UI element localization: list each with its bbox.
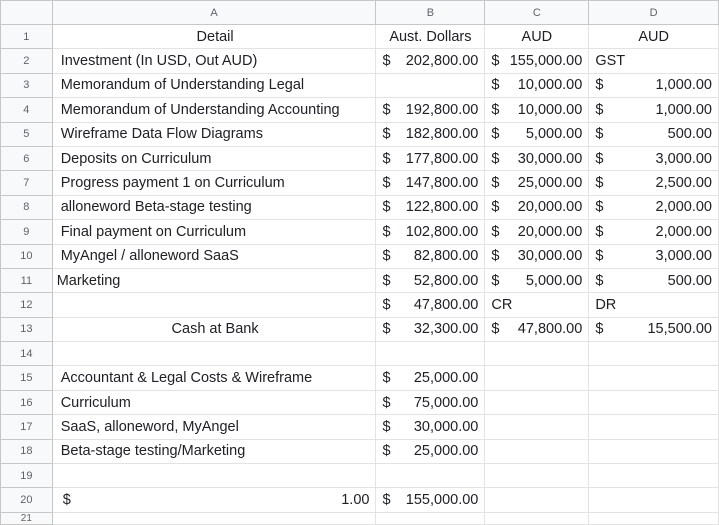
cell-b5[interactable] — [376, 122, 485, 146]
amount: 10,000.00 — [517, 101, 583, 118]
row-header-8[interactable]: 8 — [1, 195, 53, 219]
amount: 30,000.00 — [517, 248, 583, 265]
row-header-15[interactable]: 15 — [1, 366, 53, 390]
table-row — [1, 122, 719, 146]
amount: 500.00 — [667, 272, 712, 289]
table-row — [1, 439, 719, 463]
amount: 102,800.00 — [405, 223, 479, 240]
cell-b8[interactable] — [376, 195, 485, 219]
table-row — [1, 25, 719, 49]
cell-b14[interactable] — [376, 342, 485, 366]
table-row — [1, 146, 719, 170]
cell-b20[interactable] — [376, 488, 485, 512]
cell-b17[interactable] — [376, 415, 485, 439]
currency-value — [595, 175, 712, 191]
currency-value — [382, 419, 478, 435]
row-header-14[interactable]: 14 — [1, 342, 53, 366]
currency-symbol: $ — [595, 199, 604, 216]
amount: 1.00 — [341, 492, 370, 509]
amount: 1,000.00 — [655, 101, 712, 118]
amount: 2,000.00 — [655, 223, 712, 240]
amount: 147,800.00 — [405, 175, 479, 192]
cell-a14[interactable] — [52, 342, 376, 366]
amount: 155,000.00 — [405, 492, 479, 509]
cell-b10[interactable] — [376, 244, 485, 268]
amount: 20,000.00 — [517, 223, 583, 240]
amount: 30,000.00 — [413, 418, 479, 435]
currency-symbol: $ — [382, 223, 391, 240]
currency-value — [595, 102, 712, 118]
cell-d21[interactable] — [589, 512, 719, 524]
amount: 5,000.00 — [525, 126, 583, 143]
cell-b2[interactable] — [376, 49, 485, 73]
cell-d16[interactable] — [589, 390, 719, 414]
cell-b7[interactable] — [376, 171, 485, 195]
select-all-corner[interactable] — [1, 1, 53, 25]
cell-d7[interactable] — [589, 171, 719, 195]
amount: 2,000.00 — [655, 199, 712, 216]
currency-value — [491, 199, 582, 215]
currency-value — [382, 53, 478, 69]
row-header-6[interactable]: 6 — [1, 146, 53, 170]
cell-c16[interactable] — [485, 390, 589, 414]
row-header-18[interactable]: 18 — [1, 439, 53, 463]
row-header-21[interactable]: 21 — [1, 512, 53, 524]
row-header-10[interactable]: 10 — [1, 244, 53, 268]
cell-c5[interactable] — [485, 122, 589, 146]
row-header-5[interactable]: 5 — [1, 122, 53, 146]
cell-a15[interactable]: Accountant & Legal Costs & Wireframe — [52, 366, 376, 390]
cell-b9[interactable] — [376, 220, 485, 244]
cell-a3[interactable]: Memorandum of Understanding Legal — [52, 73, 376, 97]
cell-c6[interactable] — [485, 146, 589, 170]
amount: 2,500.00 — [655, 175, 712, 192]
cell-d4[interactable] — [589, 98, 719, 122]
row-header-17[interactable]: 17 — [1, 415, 53, 439]
row-header-19[interactable]: 19 — [1, 464, 53, 488]
table-row — [1, 195, 719, 219]
row-header-16[interactable]: 16 — [1, 390, 53, 414]
row-header-9[interactable]: 9 — [1, 220, 53, 244]
currency-value — [382, 321, 478, 337]
cell-c14[interactable] — [485, 342, 589, 366]
currency-value — [491, 224, 582, 240]
cell-d3[interactable] — [589, 73, 719, 97]
cell-d9[interactable] — [589, 220, 719, 244]
cell-a13[interactable]: Cash at Bank — [52, 317, 376, 341]
currency-value — [595, 321, 712, 337]
currency-symbol: $ — [382, 272, 391, 289]
currency-value — [382, 102, 478, 118]
currency-value — [595, 77, 712, 93]
cell-c4[interactable] — [485, 98, 589, 122]
currency-value — [382, 297, 478, 313]
currency-symbol: $ — [595, 101, 604, 118]
amount: 182,800.00 — [405, 126, 479, 143]
table-row — [1, 488, 719, 512]
row-header-1[interactable]: 1 — [1, 25, 53, 49]
cell-d18[interactable] — [589, 439, 719, 463]
cell-c2[interactable] — [485, 49, 589, 73]
table-row — [1, 73, 719, 97]
cell-b3[interactable] — [376, 73, 485, 97]
cell-d13[interactable] — [589, 317, 719, 341]
amount: 500.00 — [667, 126, 712, 143]
amount: 3,000.00 — [655, 150, 712, 167]
currency-symbol: $ — [595, 223, 604, 240]
cell-a18[interactable]: Beta-stage testing/Marketing — [52, 439, 376, 463]
currency-symbol: $ — [595, 272, 604, 289]
amount: 75,000.00 — [413, 394, 479, 411]
currency-symbol: $ — [491, 126, 500, 143]
amount: 5,000.00 — [525, 272, 583, 289]
cell-a6[interactable]: Deposits on Curriculum — [52, 146, 376, 170]
amount: 32,300.00 — [413, 321, 479, 338]
currency-symbol: $ — [382, 101, 391, 118]
cell-a19[interactable] — [52, 464, 376, 488]
cell-b16[interactable] — [376, 390, 485, 414]
currency-symbol: $ — [491, 175, 500, 192]
cell-b18[interactable] — [376, 439, 485, 463]
cell-c7[interactable] — [485, 171, 589, 195]
table-row — [1, 49, 719, 73]
table-row — [1, 220, 719, 244]
currency-symbol: $ — [382, 126, 391, 143]
currency-symbol: $ — [382, 370, 391, 387]
currency-value — [382, 224, 478, 240]
cell-b12[interactable] — [376, 293, 485, 317]
column-header-c[interactable]: C — [485, 1, 589, 25]
cell-a11[interactable]: Marketing — [52, 268, 376, 292]
amount: 30,000.00 — [517, 150, 583, 167]
currency-symbol: $ — [595, 77, 604, 94]
cell-c20[interactable] — [485, 488, 589, 512]
amount: 1,000.00 — [655, 77, 712, 94]
cell-d5[interactable] — [589, 122, 719, 146]
cell-d2[interactable]: GST — [589, 49, 719, 73]
amount: 25,000.00 — [413, 370, 479, 387]
row-header-13[interactable]: 13 — [1, 317, 53, 341]
cell-c11[interactable] — [485, 268, 589, 292]
cell-a20[interactable] — [52, 488, 376, 512]
cell-a9[interactable]: Final payment on Curriculum — [52, 220, 376, 244]
amount: 52,800.00 — [413, 272, 479, 289]
currency-symbol: $ — [491, 150, 500, 167]
currency-symbol: $ — [491, 53, 500, 70]
amount: 20,000.00 — [517, 199, 583, 216]
currency-symbol: $ — [382, 296, 391, 313]
currency-value — [491, 321, 582, 337]
cell-c13[interactable] — [485, 317, 589, 341]
currency-value — [382, 273, 478, 289]
cell-b15[interactable] — [376, 366, 485, 390]
currency-symbol: $ — [382, 492, 391, 509]
currency-symbol: $ — [62, 492, 71, 509]
currency-value — [382, 199, 478, 215]
table-row — [1, 293, 719, 317]
table-row — [1, 98, 719, 122]
currency-value — [491, 53, 582, 69]
currency-symbol: $ — [382, 175, 391, 192]
amount: 47,800.00 — [413, 296, 479, 313]
cell-a10[interactable]: MyAngel / alloneword SaaS — [52, 244, 376, 268]
currency-symbol: $ — [491, 272, 500, 289]
cell-c3[interactable] — [485, 73, 589, 97]
row-header-12[interactable]: 12 — [1, 293, 53, 317]
amount: 155,000.00 — [509, 53, 583, 70]
cell-d11[interactable] — [589, 268, 719, 292]
cell-d19[interactable] — [589, 464, 719, 488]
cell-d6[interactable] — [589, 146, 719, 170]
column-header-b[interactable]: B — [376, 1, 485, 25]
currency-value — [491, 273, 582, 289]
amount: 10,000.00 — [517, 77, 583, 94]
cell-a7[interactable]: Progress payment 1 on Curriculum — [52, 171, 376, 195]
currency-value — [491, 175, 582, 191]
currency-symbol: $ — [491, 223, 500, 240]
currency-value — [382, 370, 478, 386]
currency-value — [382, 443, 478, 459]
cell-c17[interactable] — [485, 415, 589, 439]
column-header-d[interactable]: D — [589, 1, 719, 25]
row-header-11[interactable]: 11 — [1, 268, 53, 292]
currency-symbol: $ — [595, 126, 604, 143]
table-row — [1, 390, 719, 414]
cell-a12[interactable] — [52, 293, 376, 317]
cell-a8[interactable]: alloneword Beta-stage testing — [52, 195, 376, 219]
cell-c10[interactable] — [485, 244, 589, 268]
cell-d15[interactable] — [589, 366, 719, 390]
amount: 15,500.00 — [647, 321, 712, 338]
amount: 3,000.00 — [655, 248, 712, 265]
cell-b21[interactable] — [376, 512, 485, 524]
row-header-2[interactable]: 2 — [1, 49, 53, 73]
currency-value — [491, 102, 582, 118]
cell-d14[interactable] — [589, 342, 719, 366]
cell-a21[interactable] — [52, 512, 376, 524]
amount: 25,000.00 — [517, 175, 583, 192]
column-header-row — [1, 1, 719, 25]
currency-symbol: $ — [491, 321, 500, 338]
cell-d12[interactable]: DR — [589, 293, 719, 317]
row-header-3[interactable]: 3 — [1, 73, 53, 97]
currency-symbol: $ — [595, 150, 604, 167]
currency-value — [491, 151, 582, 167]
currency-value — [63, 492, 370, 508]
currency-value — [595, 199, 712, 215]
currency-symbol: $ — [491, 77, 500, 94]
currency-symbol: $ — [595, 321, 604, 338]
currency-value — [491, 77, 582, 93]
currency-value — [382, 248, 478, 264]
amount: 177,800.00 — [405, 150, 479, 167]
currency-symbol: $ — [382, 199, 391, 216]
amount: 202,800.00 — [405, 53, 479, 70]
currency-value — [382, 492, 478, 508]
currency-value — [491, 126, 582, 142]
currency-symbol: $ — [491, 199, 500, 216]
currency-value — [382, 151, 478, 167]
currency-value — [595, 224, 712, 240]
cell-a2[interactable]: Investment (In USD, Out AUD) — [52, 49, 376, 73]
table-row — [1, 464, 719, 488]
currency-value — [382, 175, 478, 191]
row-header-4[interactable]: 4 — [1, 98, 53, 122]
cell-d17[interactable] — [589, 415, 719, 439]
currency-value — [382, 395, 478, 411]
cell-c15[interactable] — [485, 366, 589, 390]
currency-value — [491, 248, 582, 264]
currency-symbol: $ — [382, 443, 391, 460]
amount: 47,800.00 — [517, 321, 583, 338]
cell-a4[interactable]: Memorandum of Understanding Accounting — [52, 98, 376, 122]
table-row — [1, 244, 719, 268]
currency-symbol: $ — [595, 175, 604, 192]
currency-value — [382, 126, 478, 142]
cell-b6[interactable] — [376, 146, 485, 170]
column-header-a[interactable]: A — [52, 1, 376, 25]
amount: 82,800.00 — [413, 248, 479, 265]
cell-d20[interactable] — [589, 488, 719, 512]
cell-d1[interactable]: AUD — [589, 25, 719, 49]
amount: 122,800.00 — [405, 199, 479, 216]
cell-a16[interactable]: Curriculum — [52, 390, 376, 414]
cell-d8[interactable] — [589, 195, 719, 219]
currency-symbol: $ — [382, 53, 391, 70]
table-row — [1, 171, 719, 195]
table-row — [1, 317, 719, 341]
currency-symbol: $ — [491, 101, 500, 118]
currency-symbol: $ — [382, 248, 391, 265]
cell-a17[interactable]: SaaS, alloneword, MyAngel — [52, 415, 376, 439]
cell-b19[interactable] — [376, 464, 485, 488]
amount: 192,800.00 — [405, 101, 479, 118]
cell-b4[interactable] — [376, 98, 485, 122]
currency-value — [595, 248, 712, 264]
table-row — [1, 342, 719, 366]
table-row — [1, 415, 719, 439]
cell-c8[interactable] — [485, 195, 589, 219]
table-row — [1, 512, 719, 524]
currency-symbol: $ — [491, 248, 500, 265]
cell-c21[interactable] — [485, 512, 589, 524]
table-row — [1, 366, 719, 390]
cell-a5[interactable]: Wireframe Data Flow Diagrams — [52, 122, 376, 146]
cell-a1[interactable]: Detail — [52, 25, 376, 49]
amount: 25,000.00 — [413, 443, 479, 460]
cell-c9[interactable] — [485, 220, 589, 244]
currency-value — [595, 126, 712, 142]
cell-b13[interactable] — [376, 317, 485, 341]
cell-b1[interactable]: Aust. Dollars — [376, 25, 485, 49]
row-header-20[interactable]: 20 — [1, 488, 53, 512]
cell-b11[interactable] — [376, 268, 485, 292]
cell-c19[interactable] — [485, 464, 589, 488]
currency-value — [595, 151, 712, 167]
cell-d10[interactable] — [589, 244, 719, 268]
currency-symbol: $ — [382, 418, 391, 435]
currency-value — [595, 273, 712, 289]
currency-symbol: $ — [382, 394, 391, 411]
currency-symbol: $ — [595, 248, 604, 265]
currency-symbol: $ — [382, 321, 391, 338]
cell-c1[interactable]: AUD — [485, 25, 589, 49]
currency-symbol: $ — [382, 150, 391, 167]
row-header-7[interactable]: 7 — [1, 171, 53, 195]
cell-c12[interactable]: CR — [485, 293, 589, 317]
table-row — [1, 268, 719, 292]
cell-c18[interactable] — [485, 439, 589, 463]
